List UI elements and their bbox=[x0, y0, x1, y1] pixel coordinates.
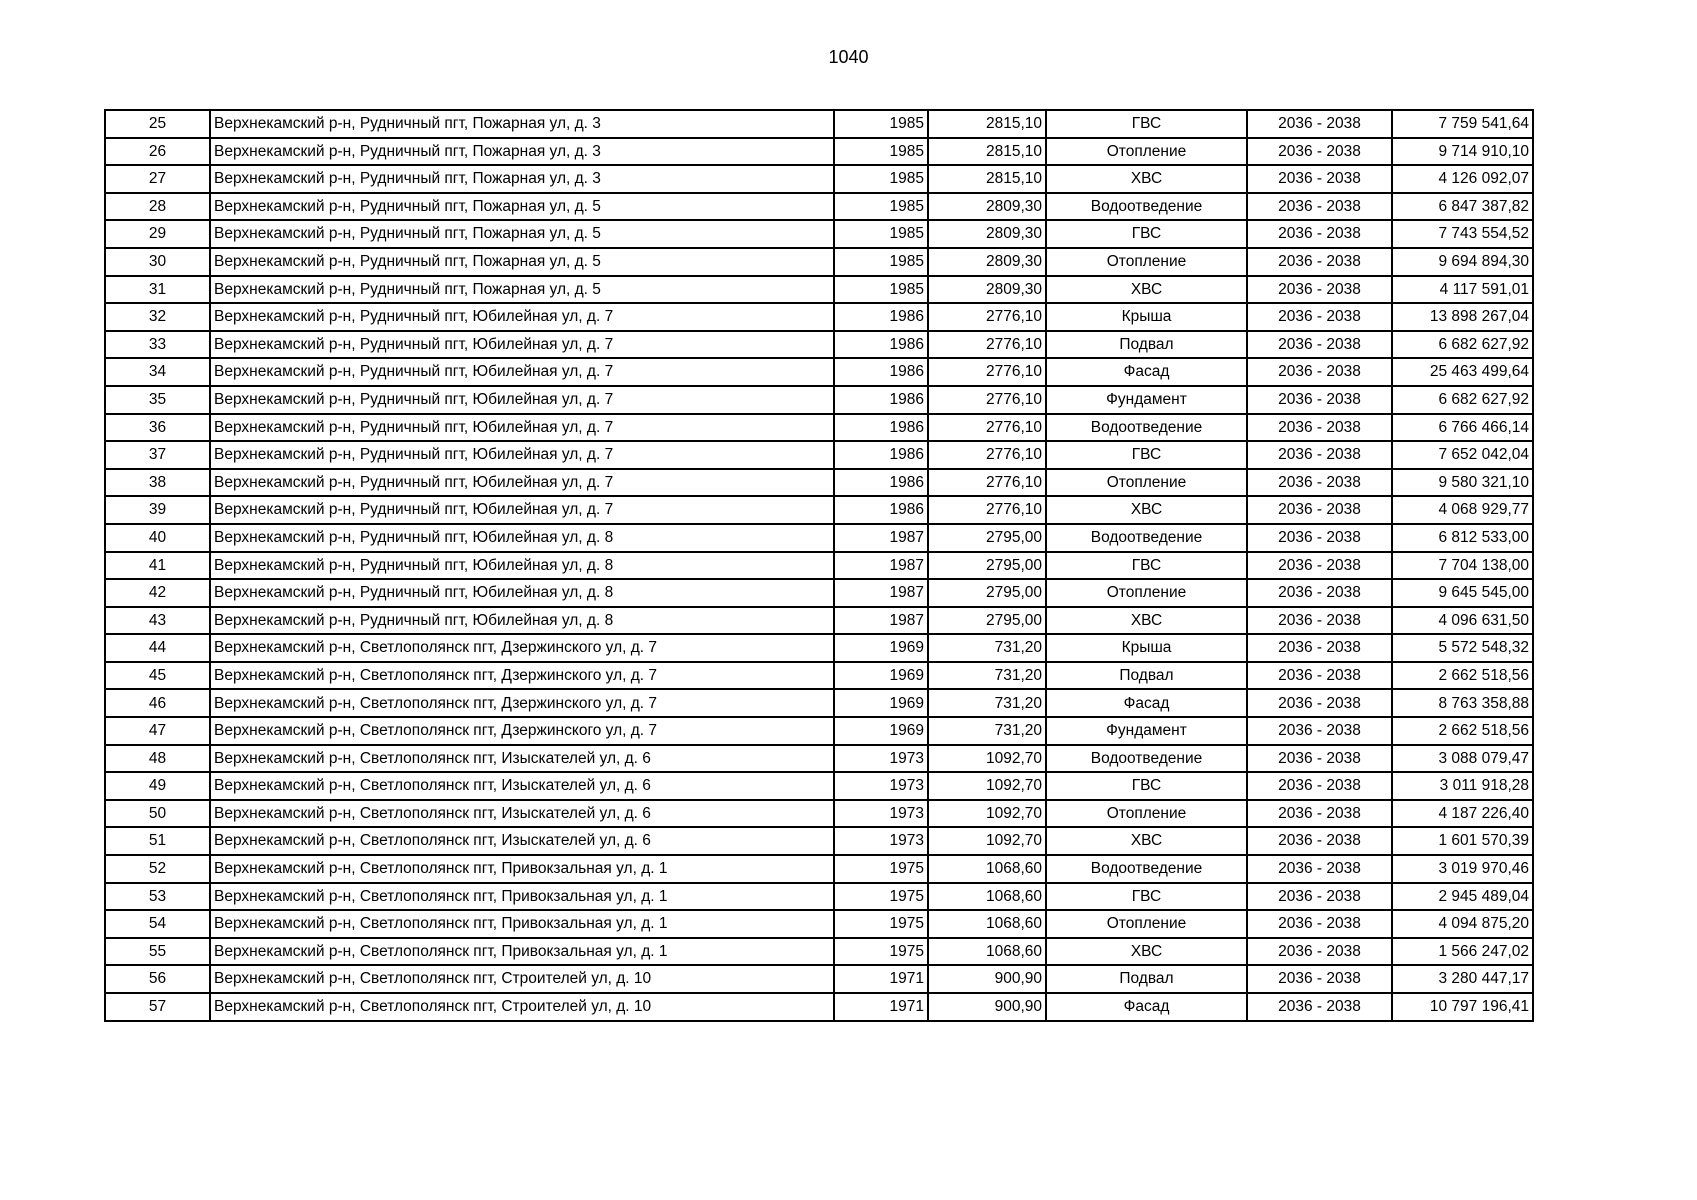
work-type-cell: ГВС bbox=[1046, 220, 1247, 248]
year-cell: 1985 bbox=[834, 220, 928, 248]
period-cell: 2036 - 2038 bbox=[1247, 855, 1392, 883]
row-number: 49 bbox=[105, 772, 210, 800]
address-cell: Верхнекамский р-н, Рудничный пгт, Пожарная ул, д. 5 bbox=[210, 193, 834, 221]
year-cell: 1987 bbox=[834, 524, 928, 552]
cost-cell: 7 704 138,00 bbox=[1392, 552, 1533, 580]
address-cell: Верхнекамский р-н, Светлополянск пгт, Строителей ул, д. 10 bbox=[210, 965, 834, 993]
row-number: 55 bbox=[105, 938, 210, 966]
cost-cell: 25 463 499,64 bbox=[1392, 358, 1533, 386]
row-number: 33 bbox=[105, 331, 210, 359]
table-row bbox=[105, 303, 1533, 331]
address-cell: Верхнекамский р-н, Рудничный пгт, Пожарная ул, д. 5 bbox=[210, 220, 834, 248]
work-type-cell: Подвал bbox=[1046, 662, 1247, 690]
year-cell: 1987 bbox=[834, 607, 928, 635]
year-cell: 1986 bbox=[834, 303, 928, 331]
row-number: 53 bbox=[105, 883, 210, 911]
address-cell: Верхнекамский р-н, Рудничный пгт, Юбилейная ул, д. 7 bbox=[210, 414, 834, 442]
period-cell: 2036 - 2038 bbox=[1247, 220, 1392, 248]
table-row bbox=[105, 965, 1533, 993]
year-cell: 1987 bbox=[834, 579, 928, 607]
cost-cell: 3 011 918,28 bbox=[1392, 772, 1533, 800]
address-cell: Верхнекамский р-н, Светлополянск пгт, Привокзальная ул, д. 1 bbox=[210, 855, 834, 883]
area-cell: 2795,00 bbox=[928, 579, 1046, 607]
area-cell: 1092,70 bbox=[928, 827, 1046, 855]
cost-cell: 6 682 627,92 bbox=[1392, 386, 1533, 414]
row-number: 26 bbox=[105, 138, 210, 166]
work-type-cell: Отопление bbox=[1046, 579, 1247, 607]
work-type-cell: ХВС bbox=[1046, 938, 1247, 966]
period-cell: 2036 - 2038 bbox=[1247, 772, 1392, 800]
cost-cell: 7 759 541,64 bbox=[1392, 110, 1533, 138]
table-row bbox=[105, 358, 1533, 386]
area-cell: 2776,10 bbox=[928, 303, 1046, 331]
period-cell: 2036 - 2038 bbox=[1247, 138, 1392, 166]
work-type-cell: ГВС bbox=[1046, 110, 1247, 138]
table-row bbox=[105, 248, 1533, 276]
address-cell: Верхнекамский р-н, Светлополянск пгт, Изыскателей ул, д. 6 bbox=[210, 772, 834, 800]
year-cell: 1973 bbox=[834, 772, 928, 800]
work-type-cell: Отопление bbox=[1046, 469, 1247, 497]
year-cell: 1985 bbox=[834, 165, 928, 193]
address-cell: Верхнекамский р-н, Рудничный пгт, Юбилейная ул, д. 7 bbox=[210, 358, 834, 386]
work-type-cell: Фасад bbox=[1046, 993, 1247, 1021]
period-cell: 2036 - 2038 bbox=[1247, 331, 1392, 359]
address-cell: Верхнекамский р-н, Светлополянск пгт, Привокзальная ул, д. 1 bbox=[210, 938, 834, 966]
area-cell: 2809,30 bbox=[928, 220, 1046, 248]
work-type-cell: Фундамент bbox=[1046, 386, 1247, 414]
table-row bbox=[105, 689, 1533, 717]
address-cell: Верхнекамский р-н, Светлополянск пгт, Дзержинского ул, д. 7 bbox=[210, 662, 834, 690]
year-cell: 1973 bbox=[834, 800, 928, 828]
area-cell: 2776,10 bbox=[928, 358, 1046, 386]
repair-schedule-table bbox=[104, 109, 1534, 1022]
address-cell: Верхнекамский р-н, Рудничный пгт, Юбилейная ул, д. 7 bbox=[210, 303, 834, 331]
address-cell: Верхнекамский р-н, Светлополянск пгт, Строителей ул, д. 10 bbox=[210, 993, 834, 1021]
area-cell: 2776,10 bbox=[928, 496, 1046, 524]
work-type-cell: ГВС bbox=[1046, 441, 1247, 469]
year-cell: 1986 bbox=[834, 331, 928, 359]
area-cell: 2776,10 bbox=[928, 469, 1046, 497]
row-number: 40 bbox=[105, 524, 210, 552]
area-cell: 1068,60 bbox=[928, 855, 1046, 883]
area-cell: 2815,10 bbox=[928, 165, 1046, 193]
row-number: 45 bbox=[105, 662, 210, 690]
work-type-cell: Фасад bbox=[1046, 689, 1247, 717]
period-cell: 2036 - 2038 bbox=[1247, 193, 1392, 221]
area-cell: 2776,10 bbox=[928, 441, 1046, 469]
year-cell: 1975 bbox=[834, 910, 928, 938]
year-cell: 1985 bbox=[834, 193, 928, 221]
period-cell: 2036 - 2038 bbox=[1247, 579, 1392, 607]
cost-cell: 10 797 196,41 bbox=[1392, 993, 1533, 1021]
work-type-cell: Водоотведение bbox=[1046, 524, 1247, 552]
year-cell: 1986 bbox=[834, 441, 928, 469]
row-number: 48 bbox=[105, 745, 210, 773]
address-cell: Верхнекамский р-н, Рудничный пгт, Юбилейная ул, д. 8 bbox=[210, 607, 834, 635]
area-cell: 731,20 bbox=[928, 662, 1046, 690]
period-cell: 2036 - 2038 bbox=[1247, 441, 1392, 469]
cost-cell: 2 662 518,56 bbox=[1392, 717, 1533, 745]
address-cell: Верхнекамский р-н, Рудничный пгт, Пожарная ул, д. 3 bbox=[210, 110, 834, 138]
row-number: 50 bbox=[105, 800, 210, 828]
cost-cell: 5 572 548,32 bbox=[1392, 634, 1533, 662]
period-cell: 2036 - 2038 bbox=[1247, 662, 1392, 690]
period-cell: 2036 - 2038 bbox=[1247, 938, 1392, 966]
table-row bbox=[105, 579, 1533, 607]
period-cell: 2036 - 2038 bbox=[1247, 993, 1392, 1021]
table-row bbox=[105, 772, 1533, 800]
cost-cell: 9 694 894,30 bbox=[1392, 248, 1533, 276]
cost-cell: 13 898 267,04 bbox=[1392, 303, 1533, 331]
work-type-cell: Водоотведение bbox=[1046, 193, 1247, 221]
cost-cell: 9 645 545,00 bbox=[1392, 579, 1533, 607]
table-row bbox=[105, 827, 1533, 855]
table-row bbox=[105, 331, 1533, 359]
table-row bbox=[105, 993, 1533, 1021]
area-cell: 731,20 bbox=[928, 717, 1046, 745]
cost-cell: 3 280 447,17 bbox=[1392, 965, 1533, 993]
table-row bbox=[105, 552, 1533, 580]
row-number: 51 bbox=[105, 827, 210, 855]
address-cell: Верхнекамский р-н, Рудничный пгт, Пожарная ул, д. 5 bbox=[210, 276, 834, 304]
row-number: 28 bbox=[105, 193, 210, 221]
address-cell: Верхнекамский р-н, Рудничный пгт, Юбилейная ул, д. 8 bbox=[210, 579, 834, 607]
table-row bbox=[105, 469, 1533, 497]
period-cell: 2036 - 2038 bbox=[1247, 634, 1392, 662]
area-cell: 2776,10 bbox=[928, 331, 1046, 359]
work-type-cell: Водоотведение bbox=[1046, 414, 1247, 442]
area-cell: 900,90 bbox=[928, 993, 1046, 1021]
cost-cell: 7 652 042,04 bbox=[1392, 441, 1533, 469]
area-cell: 731,20 bbox=[928, 634, 1046, 662]
table-row bbox=[105, 662, 1533, 690]
period-cell: 2036 - 2038 bbox=[1247, 276, 1392, 304]
table-row bbox=[105, 220, 1533, 248]
year-cell: 1985 bbox=[834, 138, 928, 166]
address-cell: Верхнекамский р-н, Рудничный пгт, Юбилейная ул, д. 8 bbox=[210, 524, 834, 552]
period-cell: 2036 - 2038 bbox=[1247, 689, 1392, 717]
period-cell: 2036 - 2038 bbox=[1247, 386, 1392, 414]
work-type-cell: Подвал bbox=[1046, 965, 1247, 993]
row-number: 34 bbox=[105, 358, 210, 386]
area-cell: 900,90 bbox=[928, 965, 1046, 993]
area-cell: 2776,10 bbox=[928, 386, 1046, 414]
area-cell: 1068,60 bbox=[928, 883, 1046, 911]
period-cell: 2036 - 2038 bbox=[1247, 552, 1392, 580]
row-number: 46 bbox=[105, 689, 210, 717]
year-cell: 1986 bbox=[834, 496, 928, 524]
area-cell: 2795,00 bbox=[928, 607, 1046, 635]
cost-cell: 9 580 321,10 bbox=[1392, 469, 1533, 497]
area-cell: 1068,60 bbox=[928, 910, 1046, 938]
period-cell: 2036 - 2038 bbox=[1247, 358, 1392, 386]
work-type-cell: ГВС bbox=[1046, 883, 1247, 911]
year-cell: 1986 bbox=[834, 386, 928, 414]
table-row bbox=[105, 138, 1533, 166]
work-type-cell: Водоотведение bbox=[1046, 745, 1247, 773]
area-cell: 1092,70 bbox=[928, 745, 1046, 773]
year-cell: 1969 bbox=[834, 717, 928, 745]
area-cell: 2795,00 bbox=[928, 524, 1046, 552]
year-cell: 1969 bbox=[834, 689, 928, 717]
year-cell: 1971 bbox=[834, 993, 928, 1021]
area-cell: 1092,70 bbox=[928, 772, 1046, 800]
work-type-cell: Водоотведение bbox=[1046, 855, 1247, 883]
address-cell: Верхнекамский р-н, Рудничный пгт, Юбилейная ул, д. 7 bbox=[210, 496, 834, 524]
period-cell: 2036 - 2038 bbox=[1247, 965, 1392, 993]
work-type-cell: ХВС bbox=[1046, 496, 1247, 524]
area-cell: 731,20 bbox=[928, 689, 1046, 717]
table-row bbox=[105, 276, 1533, 304]
table-row bbox=[105, 910, 1533, 938]
table-row bbox=[105, 883, 1533, 911]
cost-cell: 6 682 627,92 bbox=[1392, 331, 1533, 359]
area-cell: 2809,30 bbox=[928, 276, 1046, 304]
address-cell: Верхнекамский р-н, Светлополянск пгт, Привокзальная ул, д. 1 bbox=[210, 883, 834, 911]
work-type-cell: ГВС bbox=[1046, 552, 1247, 580]
work-type-cell: ГВС bbox=[1046, 772, 1247, 800]
row-number: 36 bbox=[105, 414, 210, 442]
work-type-cell: Отопление bbox=[1046, 248, 1247, 276]
address-cell: Верхнекамский р-н, Светлополянск пгт, Изыскателей ул, д. 6 bbox=[210, 800, 834, 828]
year-cell: 1975 bbox=[834, 938, 928, 966]
row-number: 44 bbox=[105, 634, 210, 662]
year-cell: 1986 bbox=[834, 358, 928, 386]
table-row bbox=[105, 634, 1533, 662]
area-cell: 2795,00 bbox=[928, 552, 1046, 580]
period-cell: 2036 - 2038 bbox=[1247, 248, 1392, 276]
cost-cell: 9 714 910,10 bbox=[1392, 138, 1533, 166]
work-type-cell: Отопление bbox=[1046, 138, 1247, 166]
cost-cell: 6 766 466,14 bbox=[1392, 414, 1533, 442]
address-cell: Верхнекамский р-н, Светлополянск пгт, Изыскателей ул, д. 6 bbox=[210, 745, 834, 773]
year-cell: 1971 bbox=[834, 965, 928, 993]
period-cell: 2036 - 2038 bbox=[1247, 524, 1392, 552]
area-cell: 2809,30 bbox=[928, 248, 1046, 276]
work-type-cell: Фасад bbox=[1046, 358, 1247, 386]
table-row bbox=[105, 800, 1533, 828]
period-cell: 2036 - 2038 bbox=[1247, 607, 1392, 635]
table-row bbox=[105, 745, 1533, 773]
year-cell: 1986 bbox=[834, 414, 928, 442]
period-cell: 2036 - 2038 bbox=[1247, 414, 1392, 442]
row-number: 57 bbox=[105, 993, 210, 1021]
address-cell: Верхнекамский р-н, Светлополянск пгт, Дзержинского ул, д. 7 bbox=[210, 689, 834, 717]
row-number: 29 bbox=[105, 220, 210, 248]
address-cell: Верхнекамский р-н, Рудничный пгт, Юбилейная ул, д. 7 bbox=[210, 441, 834, 469]
work-type-cell: ХВС bbox=[1046, 607, 1247, 635]
table-row bbox=[105, 386, 1533, 414]
cost-cell: 4 068 929,77 bbox=[1392, 496, 1533, 524]
cost-cell: 1 566 247,02 bbox=[1392, 938, 1533, 966]
address-cell: Верхнекамский р-н, Рудничный пгт, Юбилейная ул, д. 7 bbox=[210, 386, 834, 414]
row-number: 37 bbox=[105, 441, 210, 469]
year-cell: 1985 bbox=[834, 110, 928, 138]
period-cell: 2036 - 2038 bbox=[1247, 165, 1392, 193]
row-number: 27 bbox=[105, 165, 210, 193]
address-cell: Верхнекамский р-н, Рудничный пгт, Юбилейная ул, д. 7 bbox=[210, 331, 834, 359]
address-cell: Верхнекамский р-н, Рудничный пгт, Пожарная ул, д. 3 bbox=[210, 165, 834, 193]
cost-cell: 4 094 875,20 bbox=[1392, 910, 1533, 938]
year-cell: 1985 bbox=[834, 276, 928, 304]
table-row bbox=[105, 110, 1533, 138]
period-cell: 2036 - 2038 bbox=[1247, 745, 1392, 773]
cost-cell: 4 096 631,50 bbox=[1392, 607, 1533, 635]
cost-cell: 1 601 570,39 bbox=[1392, 827, 1533, 855]
row-number: 25 bbox=[105, 110, 210, 138]
address-cell: Верхнекамский р-н, Рудничный пгт, Юбилейная ул, д. 8 bbox=[210, 552, 834, 580]
year-cell: 1986 bbox=[834, 469, 928, 497]
page-number: 1040 bbox=[828, 47, 869, 67]
area-cell: 1068,60 bbox=[928, 938, 1046, 966]
row-number: 54 bbox=[105, 910, 210, 938]
area-cell: 2776,10 bbox=[928, 414, 1046, 442]
work-type-cell: Крыша bbox=[1046, 303, 1247, 331]
work-type-cell: ХВС bbox=[1046, 827, 1247, 855]
year-cell: 1985 bbox=[834, 248, 928, 276]
row-number: 42 bbox=[105, 579, 210, 607]
work-type-cell: ХВС bbox=[1046, 165, 1247, 193]
cost-cell: 3 088 079,47 bbox=[1392, 745, 1533, 773]
area-cell: 2809,30 bbox=[928, 193, 1046, 221]
period-cell: 2036 - 2038 bbox=[1247, 717, 1392, 745]
address-cell: Верхнекамский р-н, Светлополянск пгт, Привокзальная ул, д. 1 bbox=[210, 910, 834, 938]
cost-cell: 7 743 554,52 bbox=[1392, 220, 1533, 248]
cost-cell: 6 847 387,82 bbox=[1392, 193, 1533, 221]
period-cell: 2036 - 2038 bbox=[1247, 496, 1392, 524]
area-cell: 2815,10 bbox=[928, 138, 1046, 166]
row-number: 41 bbox=[105, 552, 210, 580]
cost-cell: 4 117 591,01 bbox=[1392, 276, 1533, 304]
table-row bbox=[105, 607, 1533, 635]
work-type-cell: Фундамент bbox=[1046, 717, 1247, 745]
row-number: 35 bbox=[105, 386, 210, 414]
address-cell: Верхнекамский р-н, Светлополянск пгт, Дзержинского ул, д. 7 bbox=[210, 717, 834, 745]
row-number: 38 bbox=[105, 469, 210, 497]
year-cell: 1975 bbox=[834, 855, 928, 883]
cost-cell: 2 662 518,56 bbox=[1392, 662, 1533, 690]
work-type-cell: Отопление bbox=[1046, 800, 1247, 828]
row-number: 31 bbox=[105, 276, 210, 304]
year-cell: 1987 bbox=[834, 552, 928, 580]
table-row bbox=[105, 938, 1533, 966]
cost-cell: 2 945 489,04 bbox=[1392, 883, 1533, 911]
row-number: 56 bbox=[105, 965, 210, 993]
period-cell: 2036 - 2038 bbox=[1247, 469, 1392, 497]
row-number: 43 bbox=[105, 607, 210, 635]
address-cell: Верхнекамский р-н, Рудничный пгт, Пожарная ул, д. 5 bbox=[210, 248, 834, 276]
year-cell: 1973 bbox=[834, 745, 928, 773]
cost-cell: 3 019 970,46 bbox=[1392, 855, 1533, 883]
period-cell: 2036 - 2038 bbox=[1247, 910, 1392, 938]
period-cell: 2036 - 2038 bbox=[1247, 827, 1392, 855]
table-row bbox=[105, 193, 1533, 221]
table-body bbox=[105, 110, 1533, 1021]
row-number: 47 bbox=[105, 717, 210, 745]
period-cell: 2036 - 2038 bbox=[1247, 800, 1392, 828]
address-cell: Верхнекамский р-н, Рудничный пгт, Юбилейная ул, д. 7 bbox=[210, 469, 834, 497]
address-cell: Верхнекамский р-н, Рудничный пгт, Пожарная ул, д. 3 bbox=[210, 138, 834, 166]
work-type-cell: Крыша bbox=[1046, 634, 1247, 662]
work-type-cell: ХВС bbox=[1046, 276, 1247, 304]
year-cell: 1969 bbox=[834, 662, 928, 690]
cost-cell: 4 126 092,07 bbox=[1392, 165, 1533, 193]
area-cell: 2815,10 bbox=[928, 110, 1046, 138]
cost-cell: 6 812 533,00 bbox=[1392, 524, 1533, 552]
table-row bbox=[105, 524, 1533, 552]
table-row bbox=[105, 855, 1533, 883]
table-row bbox=[105, 414, 1533, 442]
row-number: 39 bbox=[105, 496, 210, 524]
work-type-cell: Подвал bbox=[1046, 331, 1247, 359]
row-number: 32 bbox=[105, 303, 210, 331]
row-number: 52 bbox=[105, 855, 210, 883]
row-number: 30 bbox=[105, 248, 210, 276]
period-cell: 2036 - 2038 bbox=[1247, 303, 1392, 331]
area-cell: 1092,70 bbox=[928, 800, 1046, 828]
year-cell: 1973 bbox=[834, 827, 928, 855]
cost-cell: 4 187 226,40 bbox=[1392, 800, 1533, 828]
address-cell: Верхнекамский р-н, Светлополянск пгт, Дзержинского ул, д. 7 bbox=[210, 634, 834, 662]
cost-cell: 8 763 358,88 bbox=[1392, 689, 1533, 717]
table-row bbox=[105, 165, 1533, 193]
address-cell: Верхнекамский р-н, Светлополянск пгт, Изыскателей ул, д. 6 bbox=[210, 827, 834, 855]
work-type-cell: Отопление bbox=[1046, 910, 1247, 938]
period-cell: 2036 - 2038 bbox=[1247, 883, 1392, 911]
year-cell: 1969 bbox=[834, 634, 928, 662]
table-row bbox=[105, 717, 1533, 745]
table-row bbox=[105, 496, 1533, 524]
year-cell: 1975 bbox=[834, 883, 928, 911]
period-cell: 2036 - 2038 bbox=[1247, 110, 1392, 138]
table-row bbox=[105, 441, 1533, 469]
